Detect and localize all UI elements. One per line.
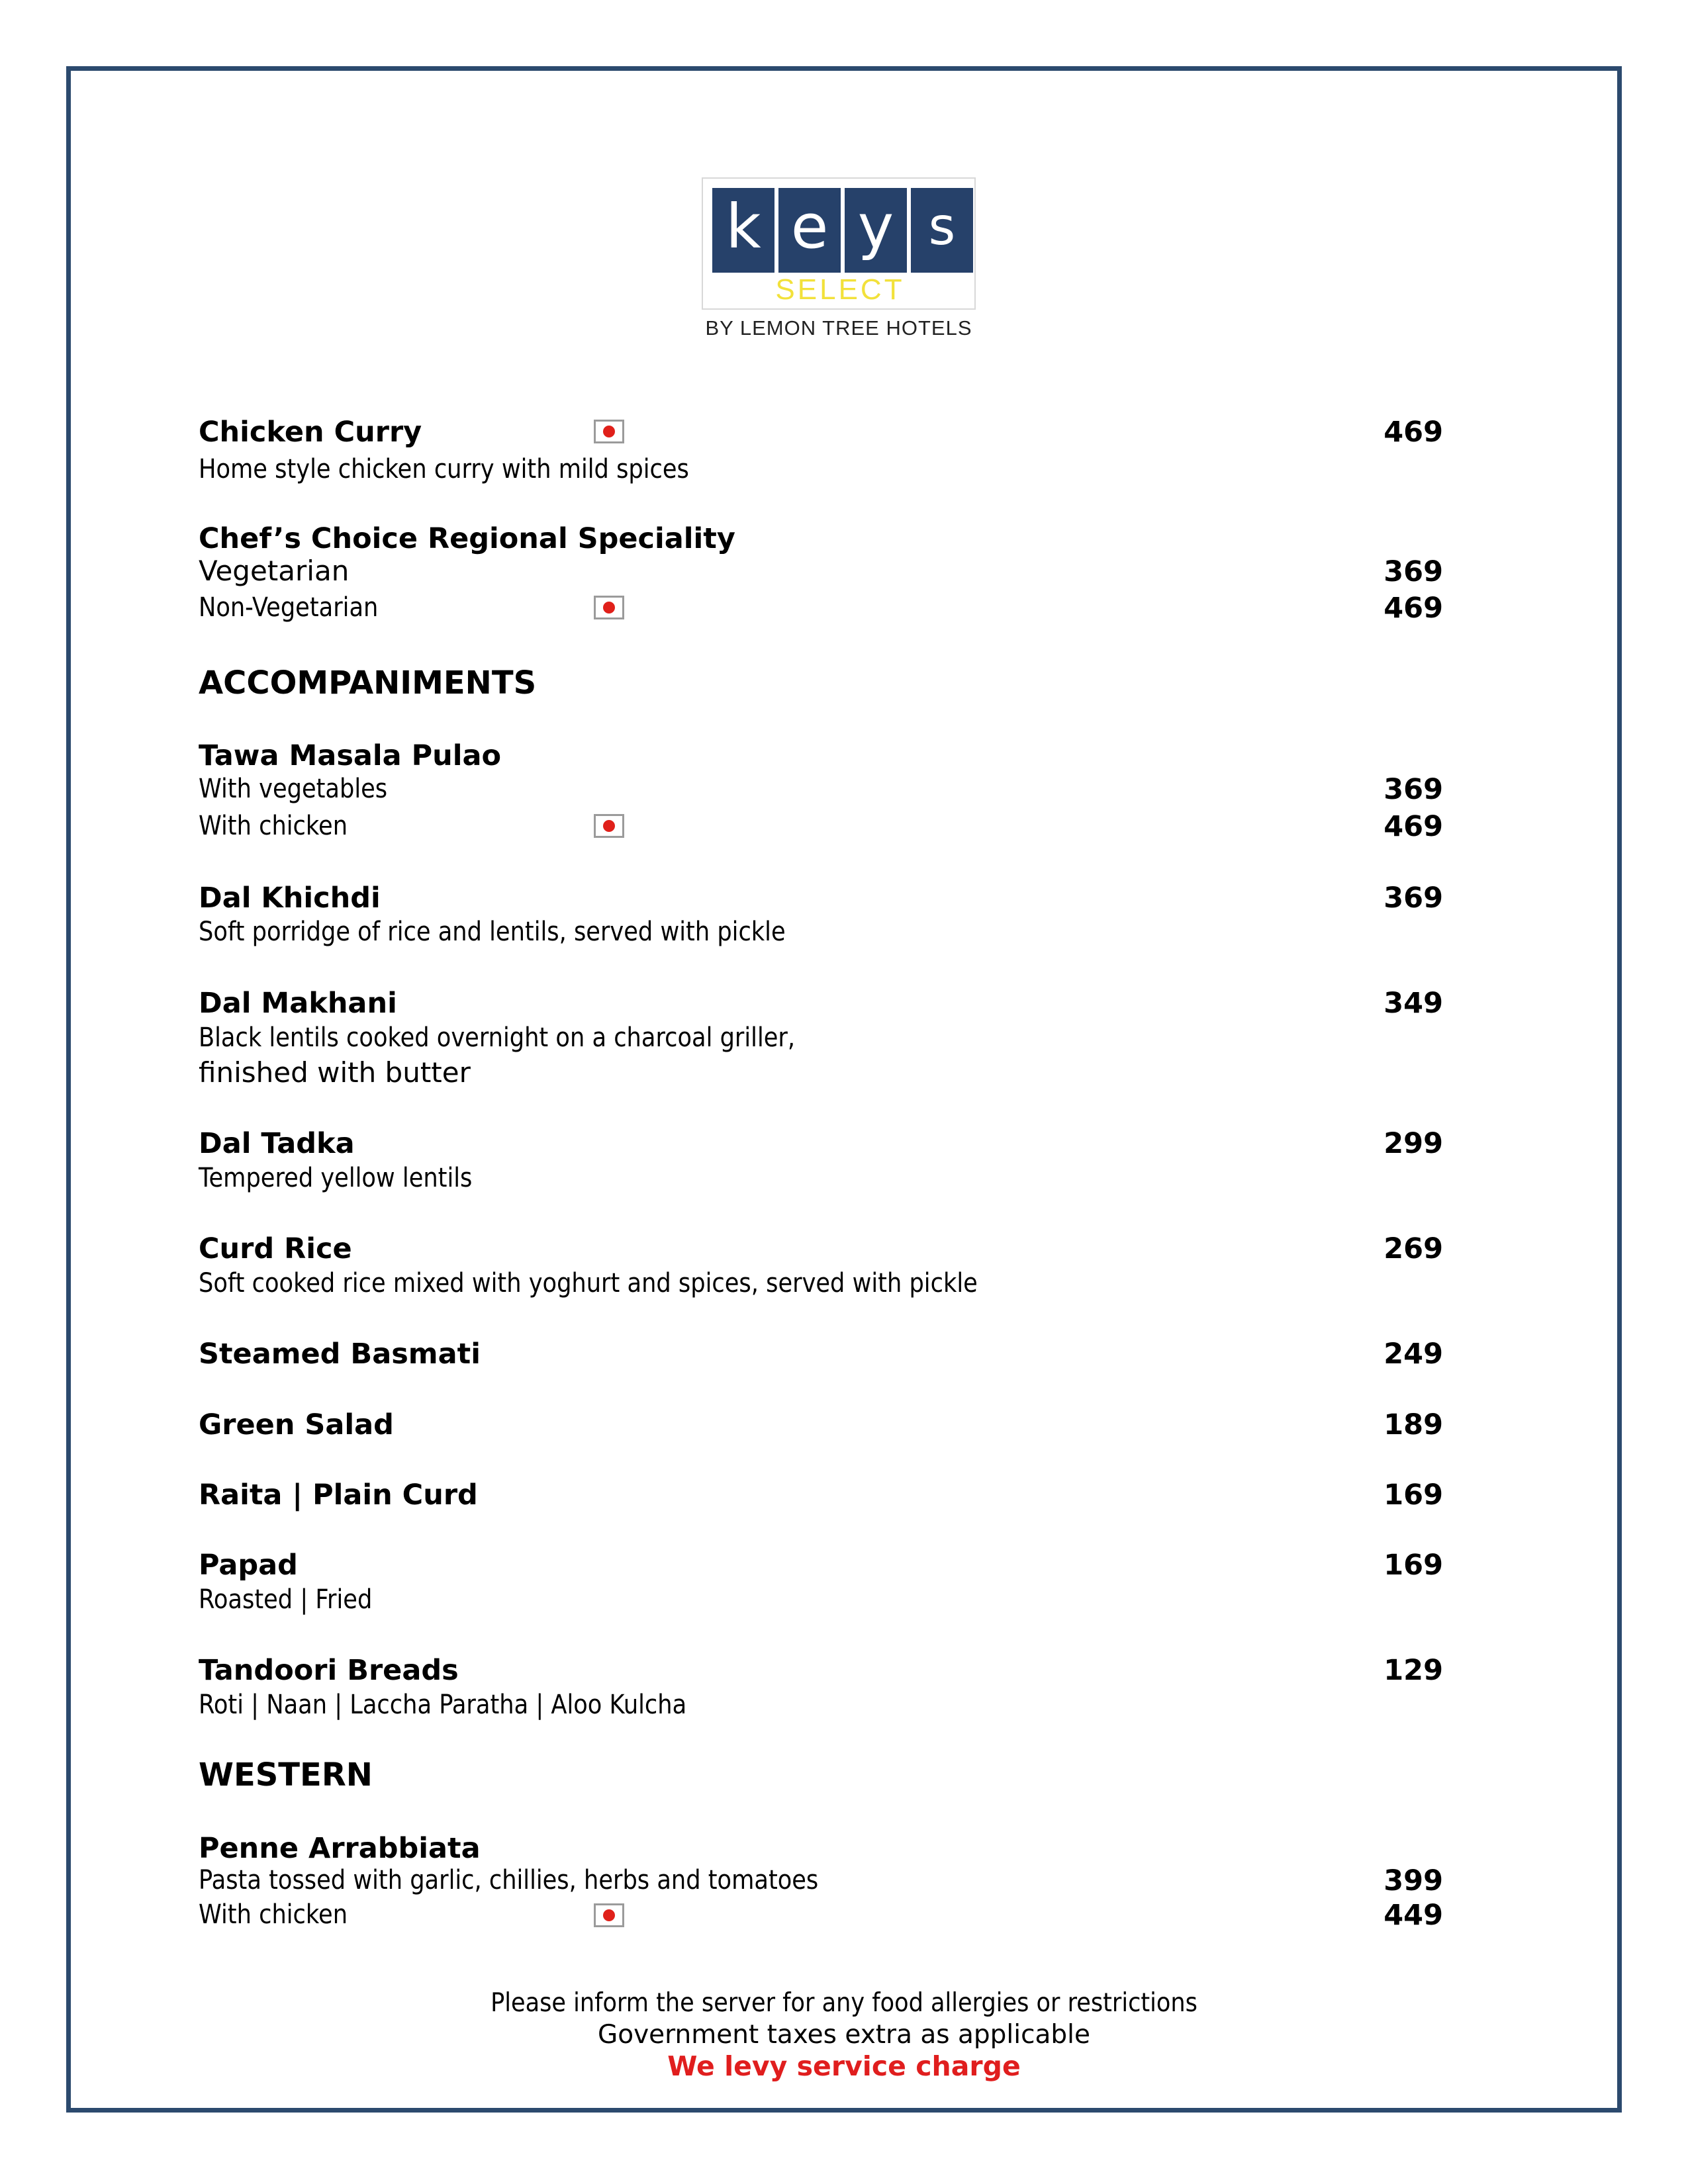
desc-tandoori-breads: Roti | Naan | Laccha Paratha | Aloo Kulcha [199,1690,687,1720]
logo-letter-y: y [845,188,907,273]
logo-select-text: SELECT [775,273,905,306]
item-title-green-salad: Green Salad [199,1408,394,1441]
label-with-vegetables: With vegetables [199,774,388,804]
label-non-vegetarian: Non-Vegetarian [199,592,379,623]
non-veg-icon [594,420,624,443]
price-chefs-choice-nonveg: 469 [1383,592,1443,625]
section-heading-western: WESTERN [199,1756,373,1794]
non-veg-icon [594,814,624,838]
price-dal-tadka: 299 [1383,1127,1443,1160]
item-title-raita: Raita | Plain Curd [199,1479,478,1512]
price-pulao-veg: 369 [1383,773,1443,806]
item-title-dal-makhani: Dal Makhani [199,987,397,1020]
item-title-steamed-basmati: Steamed Basmati [199,1338,481,1371]
price-dal-khichdi: 369 [1383,882,1443,915]
desc-dal-tadka: Tempered yellow lentils [199,1163,473,1193]
logo-tagline: BY LEMON TREE HOTELS [705,316,972,340]
non-veg-icon [594,1903,624,1927]
price-chefs-choice-veg: 369 [1383,555,1443,588]
label-vegetarian: Vegetarian [199,555,350,587]
desc-dal-makhani-line1: Black lentils cooked overnight on a charcoal griller, [199,1023,796,1053]
item-title-tandoori-breads: Tandoori Breads [199,1654,459,1687]
price-steamed-basmati: 249 [1383,1338,1443,1371]
desc-penne-arrabbiata: Pasta tossed with garlic, chillies, herbs and tomatoes [199,1865,819,1895]
keys-select-logo [702,177,986,343]
item-title-penne-arrabbiata: Penne Arrabbiata [199,1832,481,1865]
price-dal-makhani: 349 [1383,987,1443,1020]
item-title-dal-khichdi: Dal Khichdi [199,882,381,915]
price-chicken-curry: 469 [1383,416,1443,449]
page-border [66,66,1622,2113]
item-title-tawa-masala-pulao: Tawa Masala Pulao [199,739,502,772]
logo-letter-s: s [911,188,973,273]
price-penne-chicken: 449 [1383,1899,1443,1932]
footer-service-charge-note: We levy service charge [667,2050,1021,2082]
price-tandoori-breads: 129 [1383,1654,1443,1687]
desc-chicken-curry: Home style chicken curry with mild spices [199,454,689,484]
desc-curd-rice: Soft cooked rice mixed with yoghurt and spices, served with pickle [199,1268,978,1298]
item-title-chicken-curry: Chicken Curry [199,416,422,449]
desc-dal-khichdi: Soft porridge of rice and lentils, served with pickle [199,917,786,947]
logo-box [702,177,976,310]
item-title-chefs-choice: Chef’s Choice Regional Speciality [199,522,735,555]
item-title-dal-tadka: Dal Tadka [199,1127,355,1160]
price-curd-rice: 269 [1383,1232,1443,1265]
price-penne-veg: 399 [1383,1864,1443,1897]
non-veg-icon [594,596,624,619]
label-with-chicken: With chicken [199,811,348,841]
price-green-salad: 189 [1383,1408,1443,1441]
logo-letter-e: e [778,188,841,273]
price-raita: 169 [1383,1479,1443,1512]
price-pulao-chicken: 469 [1383,810,1443,843]
item-title-papad: Papad [199,1549,298,1582]
footer-tax-note: Government taxes extra as applicable [597,2020,1091,2050]
desc-papad: Roasted | Fried [199,1584,373,1615]
desc-dal-makhani-line2: finished with butter [199,1056,471,1089]
footer-allergy-note: Please inform the server for any food allergies or restrictions [491,1988,1197,2018]
price-papad: 169 [1383,1549,1443,1582]
logo-letter-k: k [712,188,774,273]
section-heading-accompaniments: ACCOMPANIMENTS [199,664,537,702]
item-title-curd-rice: Curd Rice [199,1232,352,1265]
label-penne-with-chicken: With chicken [199,1899,348,1930]
